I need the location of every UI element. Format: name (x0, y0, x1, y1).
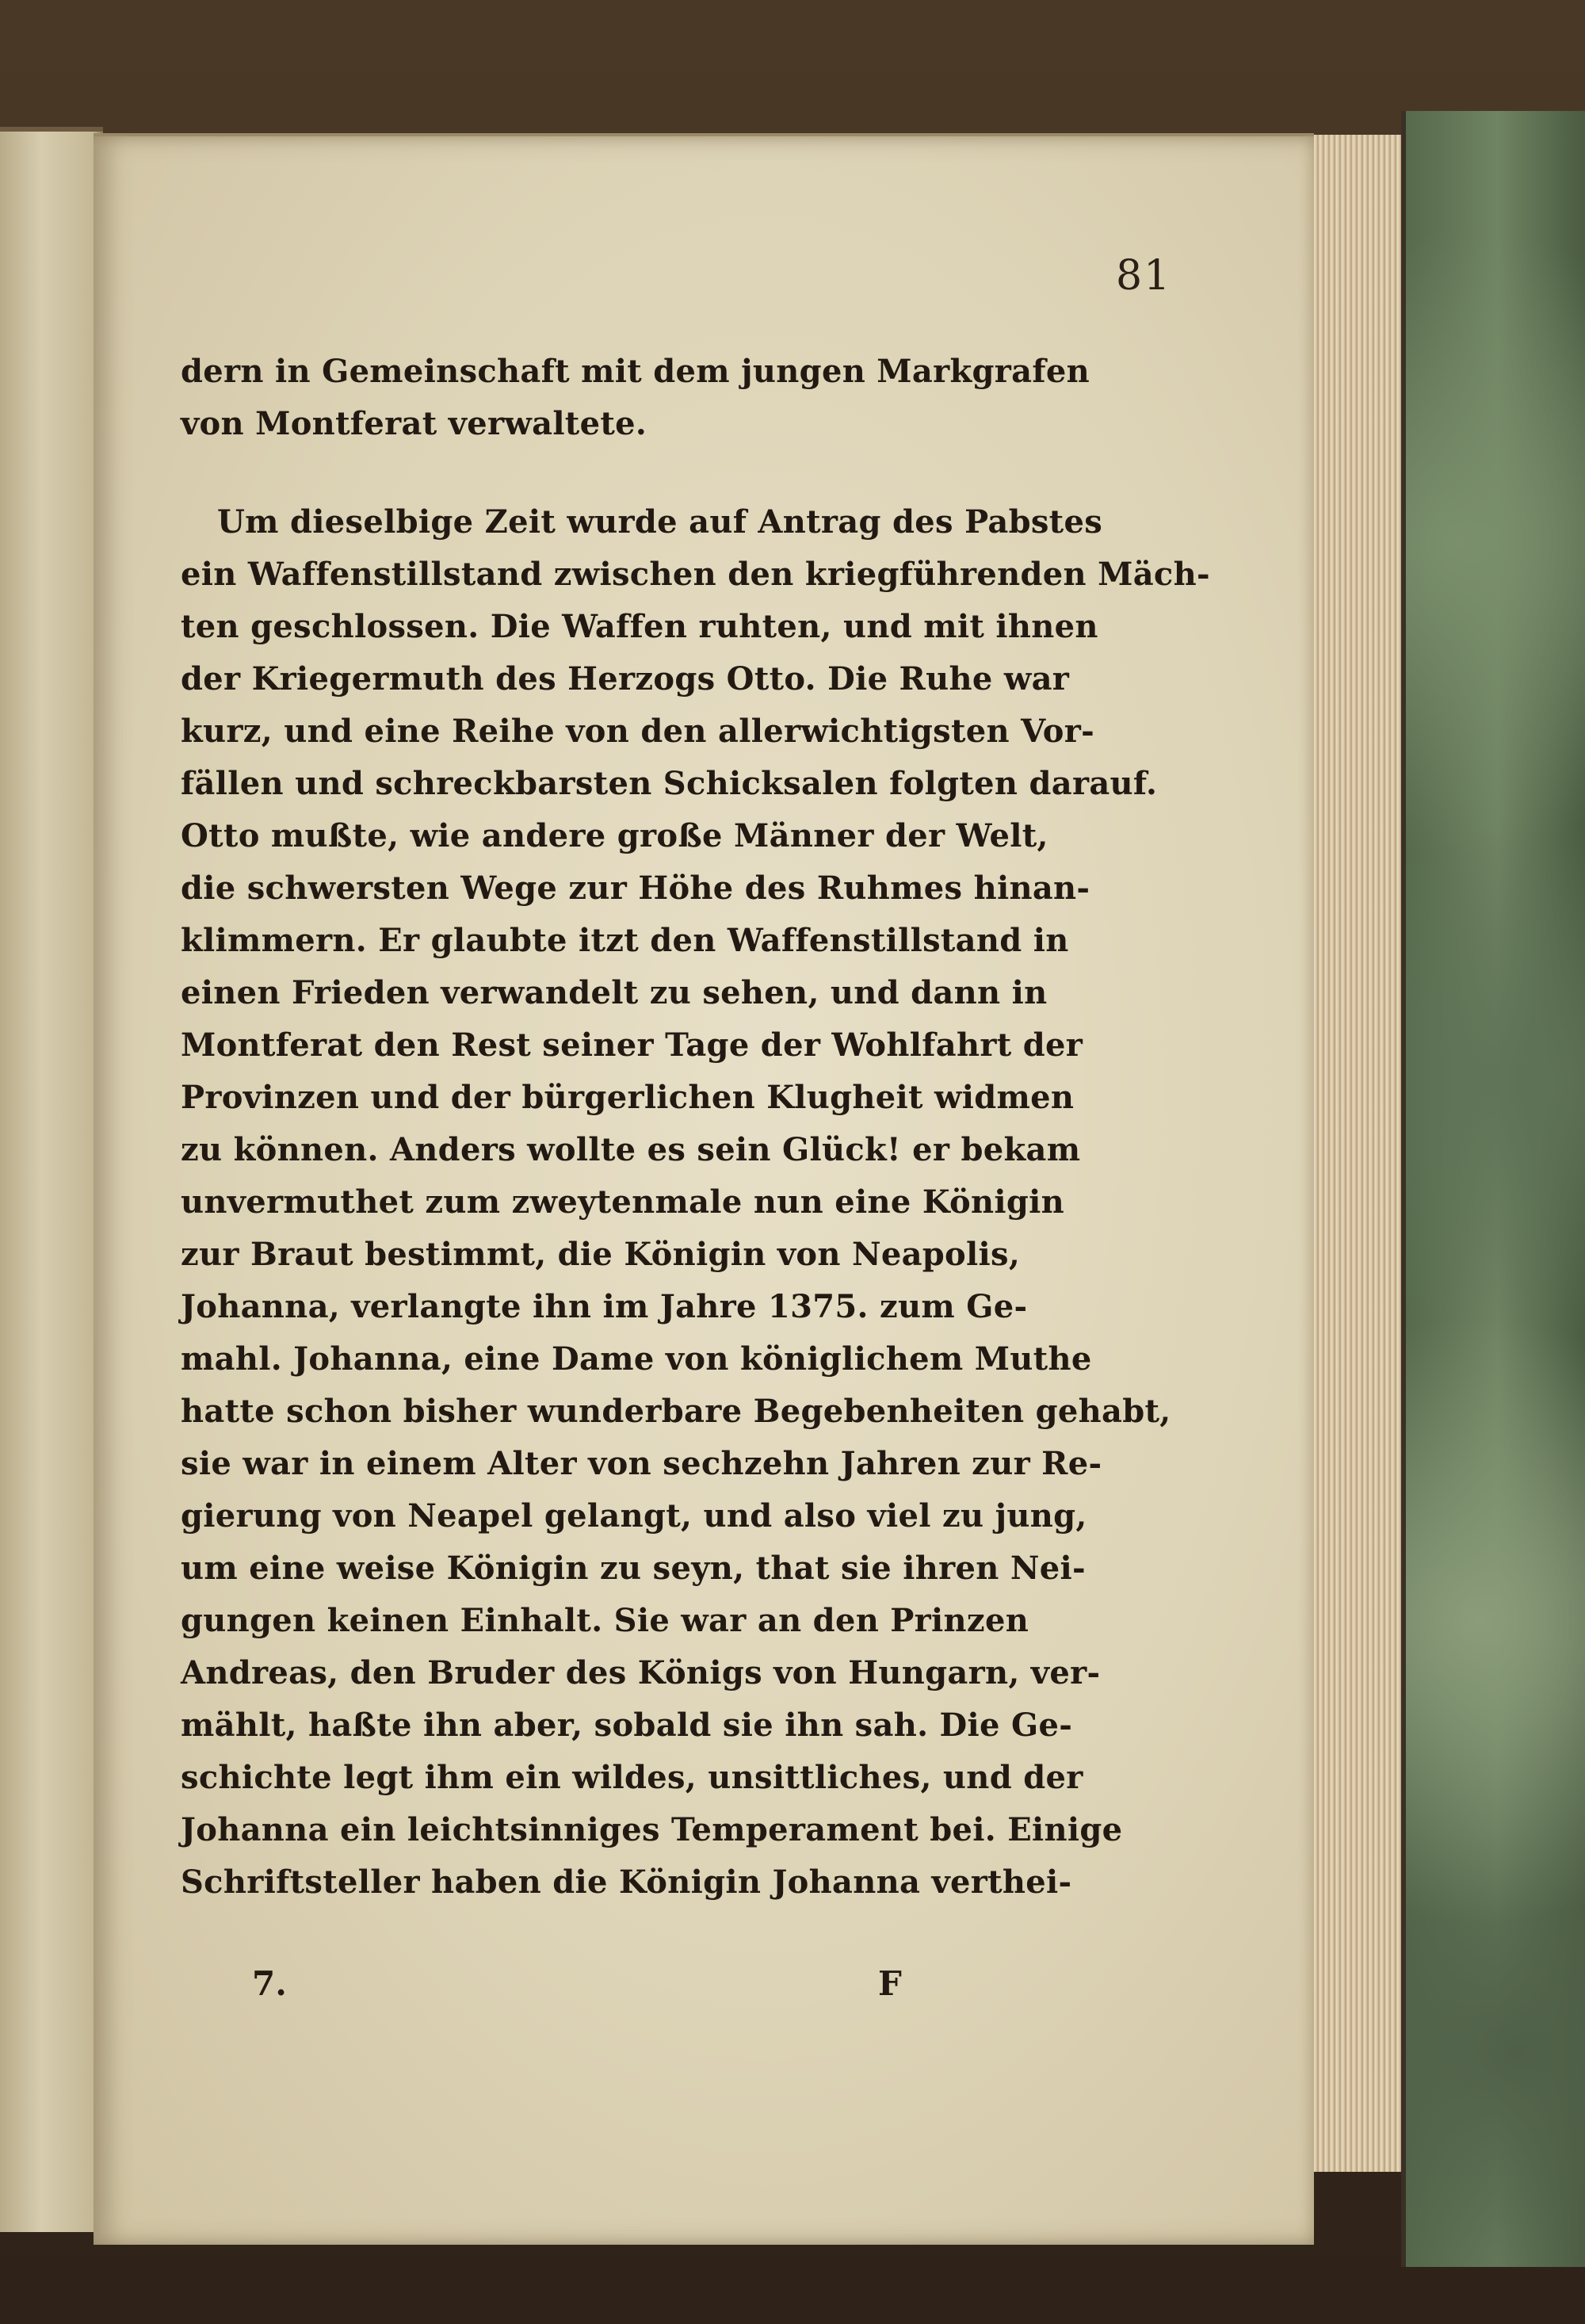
text-line: gierung von Neapel gelangt, und also viel zu jung, (181, 1497, 1087, 1535)
signature-number: 7. (252, 1964, 287, 2003)
text-line: schichte legt ihm ein wildes, unsittliches, und der (181, 1759, 1083, 1796)
text-line: hatte schon bisher wunderbare Begebenheiten gehabt, (181, 1393, 1171, 1430)
left-facing-page (0, 127, 103, 2232)
text-line: Montferat den Rest seiner Tage der Wohlfahrt der (181, 1026, 1083, 1064)
text-line: dern in Gemeinschaft mit dem jungen Markgrafen (181, 353, 1090, 390)
text-line: zu können. Anders wollte es sein Glück! er bekam (181, 1131, 1081, 1168)
paragraph-1 (181, 346, 1132, 450)
text-line: Um dieselbige Zeit wurde auf Antrag des Pabstes (217, 503, 1103, 541)
text-line: um eine weise Königin zu seyn, that sie ihren Nei- (181, 1550, 1086, 1587)
signature-letter: F (878, 1964, 902, 2003)
text-line: einen Frieden verwandelt zu sehen, und dann in (181, 974, 1048, 1011)
text-line: unvermuthet zum zweytenmale nun eine Königin (181, 1183, 1065, 1221)
text-line: mählt, haßte ihn aber, sobald sie ihn sah. Die Ge- (181, 1707, 1073, 1744)
text-line: zur Braut bestimmt, die Königin von Neapolis, (181, 1236, 1021, 1273)
text-line: die schwersten Wege zur Höhe des Ruhmes hinan- (181, 870, 1090, 907)
text-line: Schriftsteller haben die Königin Johanna verthei- (181, 1863, 1072, 1901)
page-number: 81 (1116, 252, 1172, 300)
text-line: der Kriegermuth des Herzogs Otto. Die Ruhe war (181, 660, 1070, 698)
text-line: kurz, und eine Reihe von den allerwichtigsten Vor- (181, 713, 1095, 750)
text-line: ein Waffenstillstand zwischen den kriegführenden Mäch- (181, 556, 1210, 593)
text-line: Johanna ein leichtsinniges Temperament bei. Einige (181, 1811, 1123, 1848)
page-footer (181, 1964, 1132, 2020)
text-line: Provinzen und der bürgerlichen Klugheit widmen (181, 1079, 1075, 1116)
text-line: fällen und schreckbarsten Schicksalen folgten darauf. (181, 765, 1158, 802)
text-line: klimmern. Er glaubte itzt den Waffenstillstand in (181, 922, 1069, 959)
text-line: Johanna, verlangte ihn im Jahre 1375. zum Ge- (181, 1288, 1028, 1325)
text-line: von Montferat verwaltete. (181, 405, 647, 442)
text-line: Otto mußte, wie andere große Männer der Welt, (181, 817, 1048, 854)
text-line: gungen keinen Einhalt. Sie war an den Prinzen (181, 1602, 1029, 1639)
marbled-cover (1401, 111, 1585, 2267)
text-line: Andreas, den Bruder des Königs von Hungarn, ver- (181, 1654, 1101, 1691)
paragraph-2 (181, 496, 1210, 1909)
text-line: ten geschlossen. Die Waffen ruhten, und mit ihnen (181, 608, 1098, 645)
page-edges (1314, 135, 1404, 2172)
text-line: sie war in einem Alter von sechzehn Jahren zur Re- (181, 1445, 1102, 1482)
text-line: mahl. Johanna, eine Dame von königlichem Muthe (181, 1340, 1092, 1378)
